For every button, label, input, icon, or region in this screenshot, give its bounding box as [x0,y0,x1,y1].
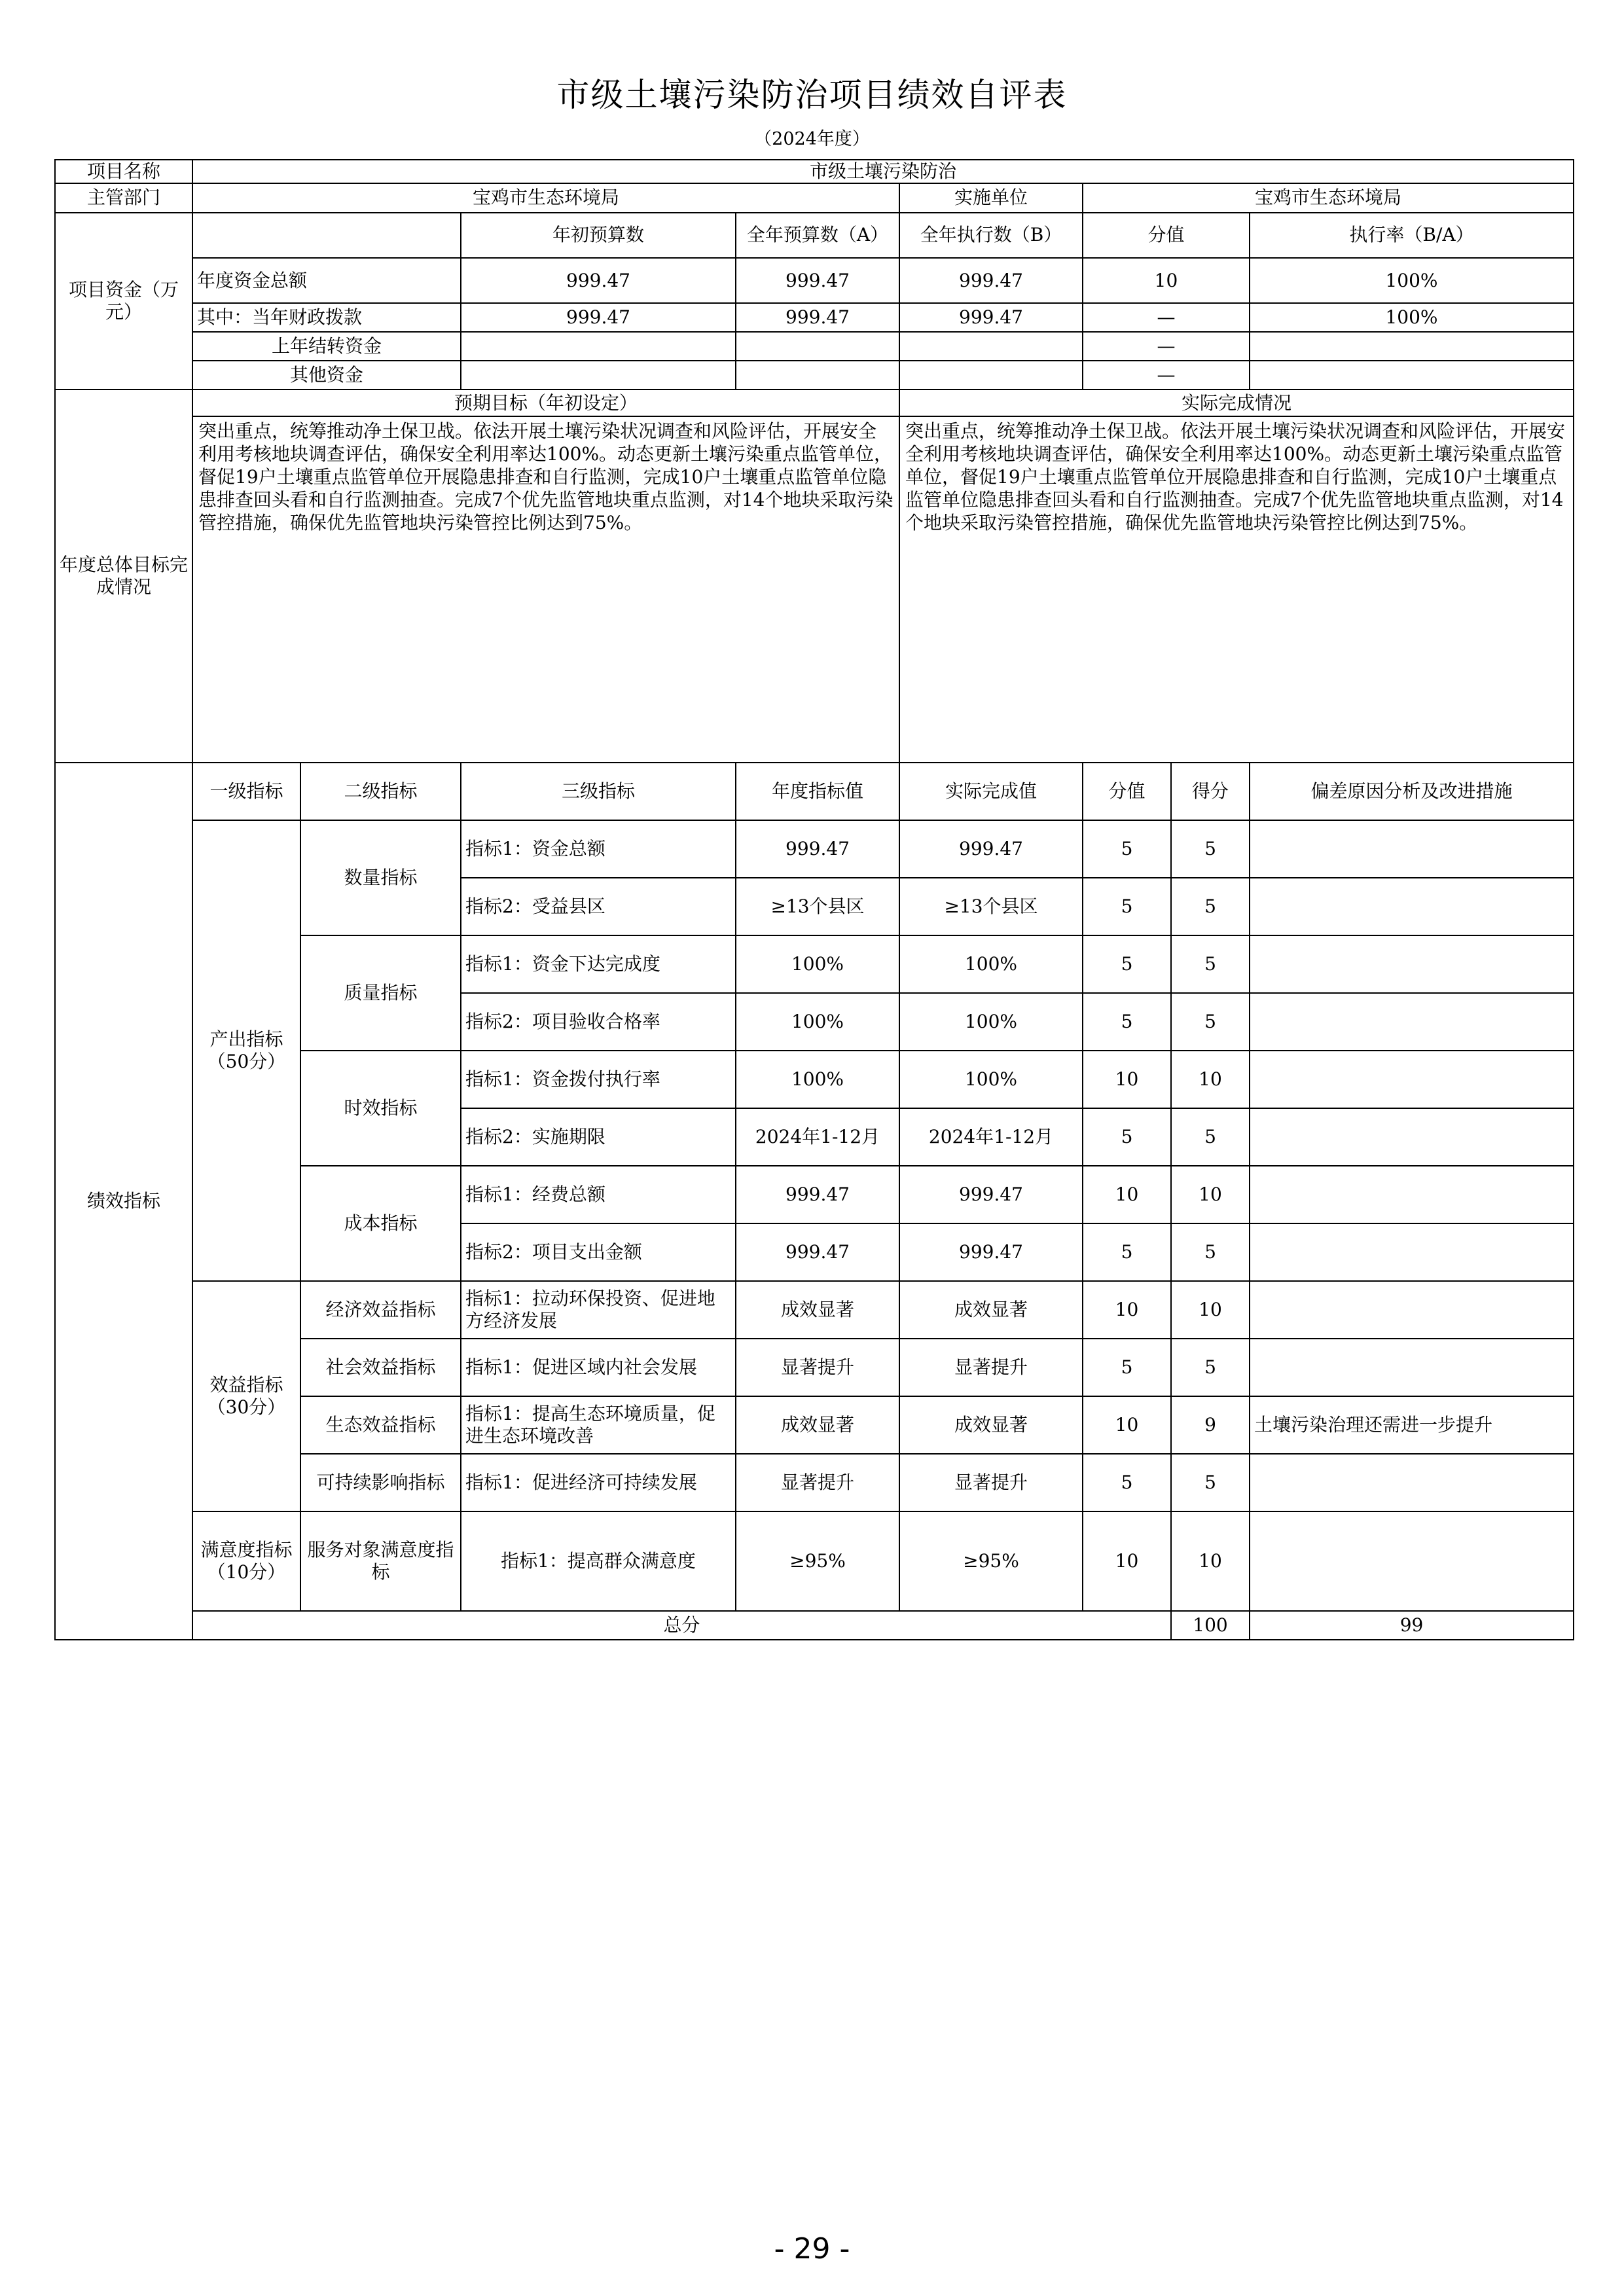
perf-score: 10 [1171,1166,1250,1223]
funds-row [55,258,1574,303]
perf-score-value: 5 [1083,1223,1171,1281]
perf-label: 绩效指标 [55,763,192,1640]
perf-score: 5 [1171,1339,1250,1396]
perf-level3: 指标2：项目支出金额 [461,1223,736,1281]
funds-header-initial: 年初预算数 [461,213,736,258]
funds-header-row [55,213,1574,258]
funds-row-name: 上年结转资金 [192,332,461,361]
total-label: 总分 [192,1611,1171,1640]
total-row [55,1611,1574,1640]
funds-row-executed: 999.47 [899,303,1083,332]
perf-deviation [1250,878,1574,935]
perf-header-level2: 二级指标 [300,763,461,820]
perf-level3: 指标1：资金拨付执行率 [461,1051,736,1108]
perf-score-value: 5 [1083,993,1171,1051]
perf-target: 100% [736,935,899,993]
year-subtitle: （2024年度） [754,129,870,149]
funds-row-annual: 999.47 [736,303,899,332]
perf-actual: 2024年1-12月 [899,1108,1083,1166]
perf-score: 5 [1171,878,1250,935]
funds-header-annual: 全年预算数（A） [736,213,899,258]
perf-score-value: 5 [1083,935,1171,993]
perf-target: ≥95% [736,1511,899,1611]
perf-level2: 质量指标 [300,935,461,1051]
funds-row-annual [736,361,899,389]
project-name-value: 市级土壤污染防治 [192,160,1574,183]
funds-row [55,303,1574,332]
funds-row-rate: 100% [1250,258,1574,303]
perf-level3: 指标1：促进经济可持续发展 [461,1454,736,1511]
perf-target: 显著提升 [736,1339,899,1396]
project-name-row [55,160,1574,183]
project-name-label: 项目名称 [55,160,192,183]
benefit-indicator-label: 效益指标（30分） [192,1281,300,1511]
funds-header-score-value: 分值 [1083,213,1250,258]
funds-label: 项目资金（万元） [55,213,192,389]
perf-deviation [1250,1281,1574,1339]
output-indicator-label: 产出指标（50分） [192,820,300,1281]
funds-row-annual [736,332,899,361]
total-score-value: 100 [1171,1611,1250,1640]
perf-header-score-value: 分值 [1083,763,1171,820]
perf-target: 999.47 [736,1223,899,1281]
perf-score-value: 10 [1083,1166,1171,1223]
perf-target: 100% [736,993,899,1051]
perf-level3: 指标2：实施期限 [461,1108,736,1166]
perf-actual: 成效显著 [899,1281,1083,1339]
perf-level3: 指标2：受益县区 [461,878,736,935]
department-row [55,183,1574,213]
perf-level3: 指标1：拉动环保投资、促进地方经济发展 [461,1281,736,1339]
perf-score: 10 [1171,1051,1250,1108]
perf-header-level3: 三级指标 [461,763,736,820]
perf-deviation [1250,993,1574,1051]
funds-row-executed: 999.47 [899,258,1083,303]
perf-header-deviation: 偏差原因分析及改进措施 [1250,763,1574,820]
perf-score-value: 5 [1083,1108,1171,1166]
perf-level2: 时效指标 [300,1051,461,1166]
perf-score: 10 [1171,1511,1250,1611]
perf-actual: 显著提升 [899,1339,1083,1396]
perf-level2: 成本指标 [300,1166,461,1281]
impl-unit-value: 宝鸡市生态环境局 [1083,183,1574,213]
page-title: 市级土壤污染防治项目绩效自评表 [556,76,1068,114]
funds-row-rate [1250,361,1574,389]
perf-deviation [1250,1454,1574,1511]
perf-level3: 指标1：资金总额 [461,820,736,878]
perf-deviation [1250,935,1574,993]
perf-score-value: 10 [1083,1051,1171,1108]
perf-level3: 指标1：经费总额 [461,1166,736,1223]
perf-level3: 指标1：资金下达完成度 [461,935,736,993]
funds-row-rate: 100% [1250,303,1574,332]
perf-actual: 999.47 [899,1223,1083,1281]
perf-level2: 生态效益指标 [300,1396,461,1454]
dept-label: 主管部门 [55,183,192,213]
funds-row-initial [461,361,736,389]
funds-row-executed [899,361,1083,389]
funds-header-rate: 执行率（B/A） [1250,213,1574,258]
perf-level3: 指标2：项目验收合格率 [461,993,736,1051]
total-score: 99 [1250,1611,1574,1640]
funds-header-executed: 全年执行数（B） [899,213,1083,258]
perf-deviation [1250,1051,1574,1108]
perf-actual: 显著提升 [899,1454,1083,1511]
perf-level3: 指标1：提高生态环境质量，促进生态环境改善 [461,1396,736,1454]
funds-row-name: 其中：当年财政拨款 [192,303,461,332]
perf-level2: 社会效益指标 [300,1339,461,1396]
perf-deviation [1250,820,1574,878]
perf-deviation [1250,1223,1574,1281]
perf-actual: 999.47 [899,1166,1083,1223]
perf-target: 成效显著 [736,1396,899,1454]
dept-value: 宝鸡市生态环境局 [192,183,899,213]
goals-header-row [55,389,1574,416]
goals-expected-header: 预期目标（年初设定） [192,389,899,416]
perf-score: 5 [1171,820,1250,878]
funds-row-score-value: — [1083,361,1250,389]
funds-row-score-value: — [1083,303,1250,332]
perf-header-actual: 实际完成值 [899,763,1083,820]
perf-header-level1: 一级指标 [192,763,300,820]
funds-row-annual: 999.47 [736,258,899,303]
perf-score: 5 [1171,935,1250,993]
perf-level2: 经济效益指标 [300,1281,461,1339]
perf-target: 2024年1-12月 [736,1108,899,1166]
perf-score: 5 [1171,1108,1250,1166]
goals-actual-text: 突出重点，统筹推动净土保卫战。依法开展土壤污染状况调查和风险评估，开展安全利用考核地块调查评估，确保安全利用率达100%。动态更新土壤污染重点监管单位，督促19户土壤重点监管单位开展隐患排查和自行监测，完成10户土壤重点监管单位隐患排查回头看和自行监测抽查。完成7个优先监管地块重点监测，对14个地块采取污染管控措施，确保优先监管地块污染管控比例达到75%。 [899,416,1574,763]
perf-actual: 100% [899,1051,1083,1108]
goals-content-row [55,416,1574,763]
perf-actual: 100% [899,993,1083,1051]
goals-expected-text: 突出重点，统筹推动净土保卫战。依法开展土壤污染状况调查和风险评估，开展安全利用考核地块调查评估，确保安全利用率达100%。动态更新土壤污染重点监管单位，督促19户土壤重点监管单位开展隐患排查和自行监测，完成10户土壤重点监管单位隐患排查回头看和自行监测抽查。完成7个优先监管地块重点监测，对14个地块采取污染管控措施，确保优先监管地块污染管控比例达到75%。 [192,416,899,763]
perf-score-value: 5 [1083,1454,1171,1511]
perf-actual: ≥13个县区 [899,878,1083,935]
perf-level2: 数量指标 [300,820,461,935]
satisfaction-indicator-label: 满意度指标（10分） [192,1511,300,1611]
funds-row-name: 其他资金 [192,361,461,389]
perf-level2: 服务对象满意度指标 [300,1511,461,1611]
impl-unit-label: 实施单位 [899,183,1083,213]
funds-header-blank [192,213,461,258]
perf-score-value: 10 [1083,1281,1171,1339]
funds-row-initial: 999.47 [461,303,736,332]
perf-actual: 999.47 [899,820,1083,878]
funds-row-executed [899,332,1083,361]
perf-header-row [55,763,1574,820]
perf-score: 5 [1171,1454,1250,1511]
perf-row [55,820,1574,878]
goals-label: 年度总体目标完成情况 [55,389,192,763]
perf-row [55,1511,1574,1611]
perf-target: ≥13个县区 [736,878,899,935]
perf-target: 显著提升 [736,1454,899,1511]
funds-row [55,332,1574,361]
self-evaluation-table [54,159,1574,1640]
perf-deviation [1250,1166,1574,1223]
funds-row-initial: 999.47 [461,258,736,303]
page-number: - 29 - [774,2232,850,2266]
funds-row-score-value: — [1083,332,1250,361]
perf-actual: 成效显著 [899,1396,1083,1454]
perf-target: 100% [736,1051,899,1108]
perf-target: 999.47 [736,820,899,878]
perf-score-value: 10 [1083,1396,1171,1454]
funds-row-name: 年度资金总额 [192,258,461,303]
perf-header-score: 得分 [1171,763,1250,820]
perf-score: 10 [1171,1281,1250,1339]
perf-score: 5 [1171,1223,1250,1281]
funds-row-score-value: 10 [1083,258,1250,303]
funds-row-initial [461,332,736,361]
perf-deviation [1250,1339,1574,1396]
funds-row [55,361,1574,389]
perf-deviation [1250,1108,1574,1166]
perf-score: 9 [1171,1396,1250,1454]
perf-level3: 指标1：促进区域内社会发展 [461,1339,736,1396]
perf-row [55,1281,1574,1339]
perf-deviation [1250,1511,1574,1611]
perf-actual: ≥95% [899,1511,1083,1611]
perf-level2: 可持续影响指标 [300,1454,461,1511]
perf-level3: 指标1：提高群众满意度 [461,1511,736,1611]
perf-header-target: 年度指标值 [736,763,899,820]
perf-target: 成效显著 [736,1281,899,1339]
perf-score-value: 5 [1083,878,1171,935]
perf-score: 5 [1171,993,1250,1051]
goals-actual-header: 实际完成情况 [899,389,1574,416]
perf-target: 999.47 [736,1166,899,1223]
perf-score-value: 10 [1083,1511,1171,1611]
perf-deviation: 土壤污染治理还需进一步提升 [1250,1396,1574,1454]
perf-actual: 100% [899,935,1083,993]
funds-row-rate [1250,332,1574,361]
perf-score-value: 5 [1083,820,1171,878]
perf-score-value: 5 [1083,1339,1171,1396]
